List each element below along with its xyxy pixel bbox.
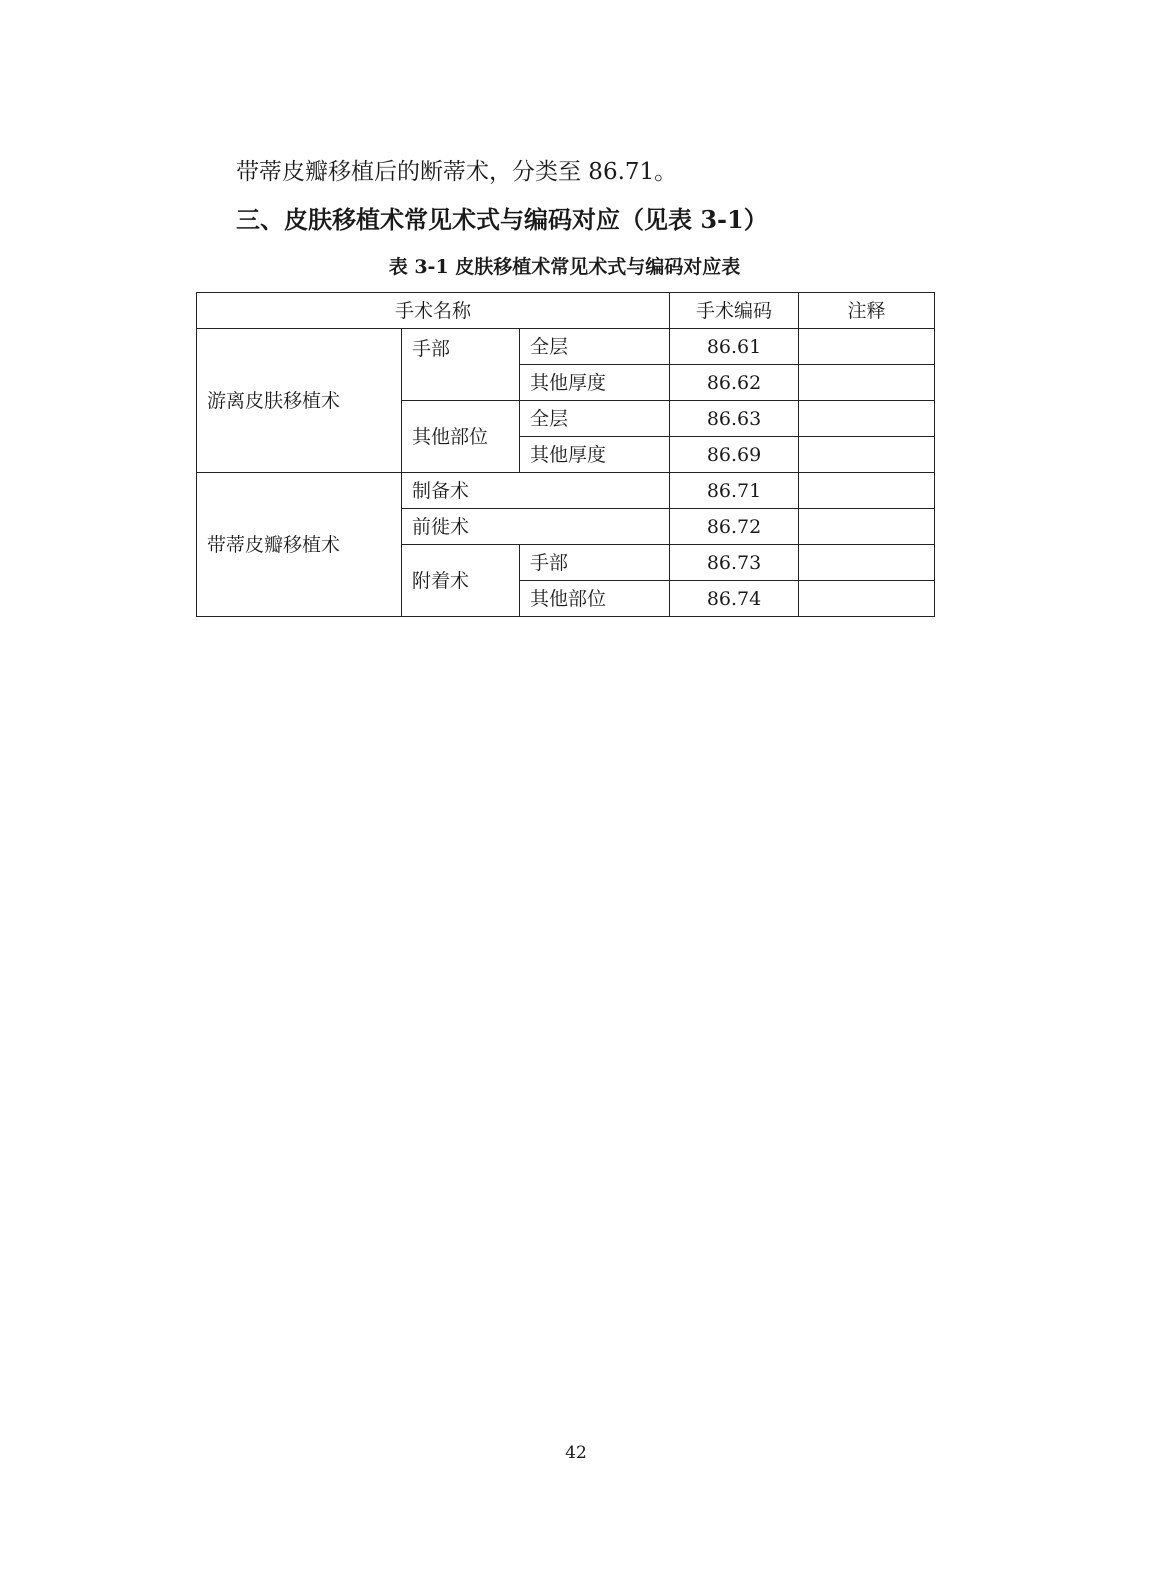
code-cell: 86.72 [670,509,799,545]
detail-cell: 其他厚度 [520,365,670,401]
note-cell [799,401,935,437]
code-cell: 86.69 [670,437,799,473]
category-cell: 游离皮肤移植术 [197,329,402,473]
note-cell [799,545,935,581]
header-procedure-code: 手术编码 [670,293,799,329]
page-number: 42 [565,1443,587,1463]
code-cell: 86.73 [670,545,799,581]
code-cell: 86.74 [670,581,799,617]
subgroup-cell: 附着术 [402,545,520,617]
detail-cell: 全层 [520,401,670,437]
subgroup-cell: 前徙术 [402,509,670,545]
note-cell [799,365,935,401]
note-cell [799,509,935,545]
note-cell [799,473,935,509]
code-cell: 86.62 [670,365,799,401]
code-cell: 86.63 [670,401,799,437]
table-row [197,473,935,509]
header-procedure-name: 手术名称 [197,293,670,329]
detail-cell: 其他部位 [520,581,670,617]
subgroup-cell: 制备术 [402,473,670,509]
procedure-code-table [196,292,935,617]
detail-cell: 手部 [520,545,670,581]
table-caption: 表 3-1 皮肤移植术常见术式与编码对应表 [388,256,741,278]
code-cell: 86.61 [670,329,799,365]
note-cell [799,581,935,617]
code-cell: 86.71 [670,473,799,509]
table-row [197,329,935,365]
body-paragraph: 带蒂皮瓣移植后的断蒂术，分类至 86.71。 [236,159,678,185]
subgroup-cell: 其他部位 [402,401,520,473]
note-cell [799,329,935,365]
detail-cell: 其他厚度 [520,437,670,473]
category-cell: 带蒂皮瓣移植术 [197,473,402,617]
detail-cell: 全层 [520,329,670,365]
table-header-row [197,293,935,329]
subgroup-cell: 手部 [402,329,520,401]
header-note: 注释 [799,293,935,329]
note-cell [799,437,935,473]
section-heading: 三、皮肤移植术常见术式与编码对应（见表 3-1） [236,205,768,234]
